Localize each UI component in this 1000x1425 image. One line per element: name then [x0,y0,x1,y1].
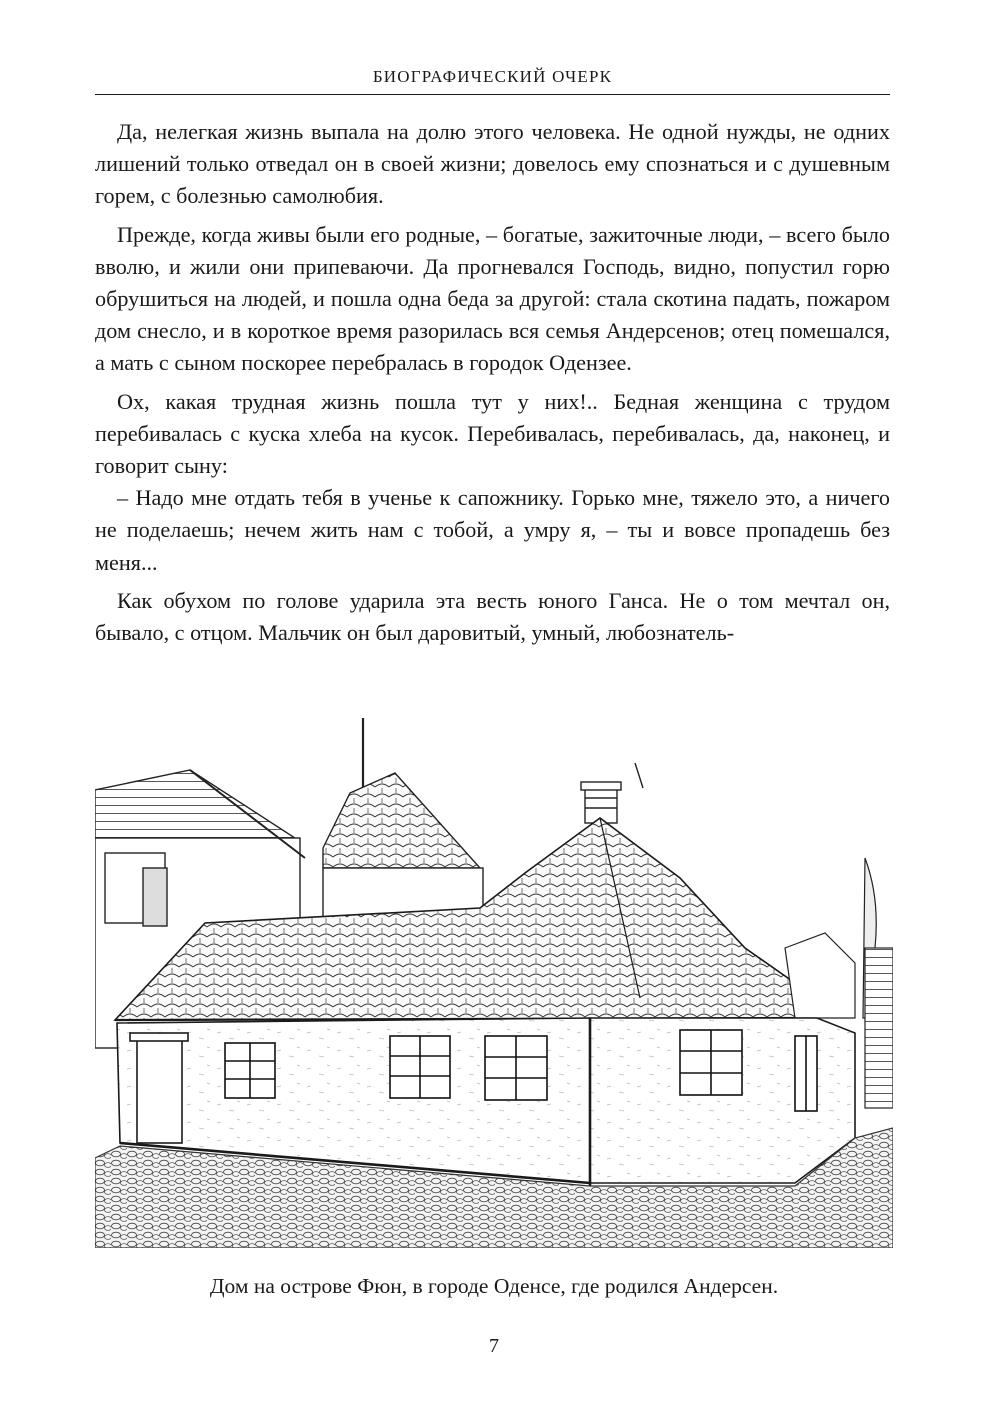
body-text [95,116,890,649]
window-2 [390,1036,450,1098]
paragraph-5: Как обухом по голове ударила эта весть юного Ганса. Не о том мечтал он, бывало, с отцом. Мальчик он был даровитый, умный, любознатель- [95,587,890,646]
figure-caption: Дом на острове Фюн, в городе Оденсе, где родился Андерсен. [209,1274,779,1298]
window-5 [795,1036,817,1111]
running-head: БИОГРАФИЧЕСКИЙ ОЧЕРК [372,67,613,86]
andersen-house-illustration [95,718,893,1248]
window-4 [680,1030,742,1095]
paragraph-2: Прежде, когда живы были его родные, – богатые, зажиточные люди, – всего было вволю, и жили они припеваючи. Да прогневался Господь, видно, попустил горю обрушиться на людей, и пошла одна беда за другой: стала скотина падать, пожаром дом снесло, и в короткое время разорилась вся семья Андерсенов; отец помешался, а мать с сыном поскорее перебралась в городок Одензее. [95,221,890,376]
door [130,1033,188,1143]
paragraph-1: Да, нелегкая жизнь выпала на долю этого человека. Не одной нужды, не одних лишений только отведал он в своей жизни; довелось ему спознаться и с душевным горем, с болезнью самолюбия. [95,119,890,209]
window-3 [485,1036,547,1100]
header-rule [95,94,890,95]
paragraph-4-dialogue: – Надо мне отдать тебя в ученье к сапожнику. Горько мне, тяжело это, а ничего не поделаешь; нечем жить нам с тобой, а умру я, – ты и вовсе пропадешь без меня... [95,485,890,575]
page-number: 7 [489,1335,499,1357]
window-1 [225,1043,275,1098]
paragraph-3: Ох, какая трудная жизнь пошла тут у них!.. Бедная женщина с трудом перебивалась с куска хлеба на кусок. Перебивалась, перебивалась, да, наконец, и говорит сыну: [95,388,890,479]
